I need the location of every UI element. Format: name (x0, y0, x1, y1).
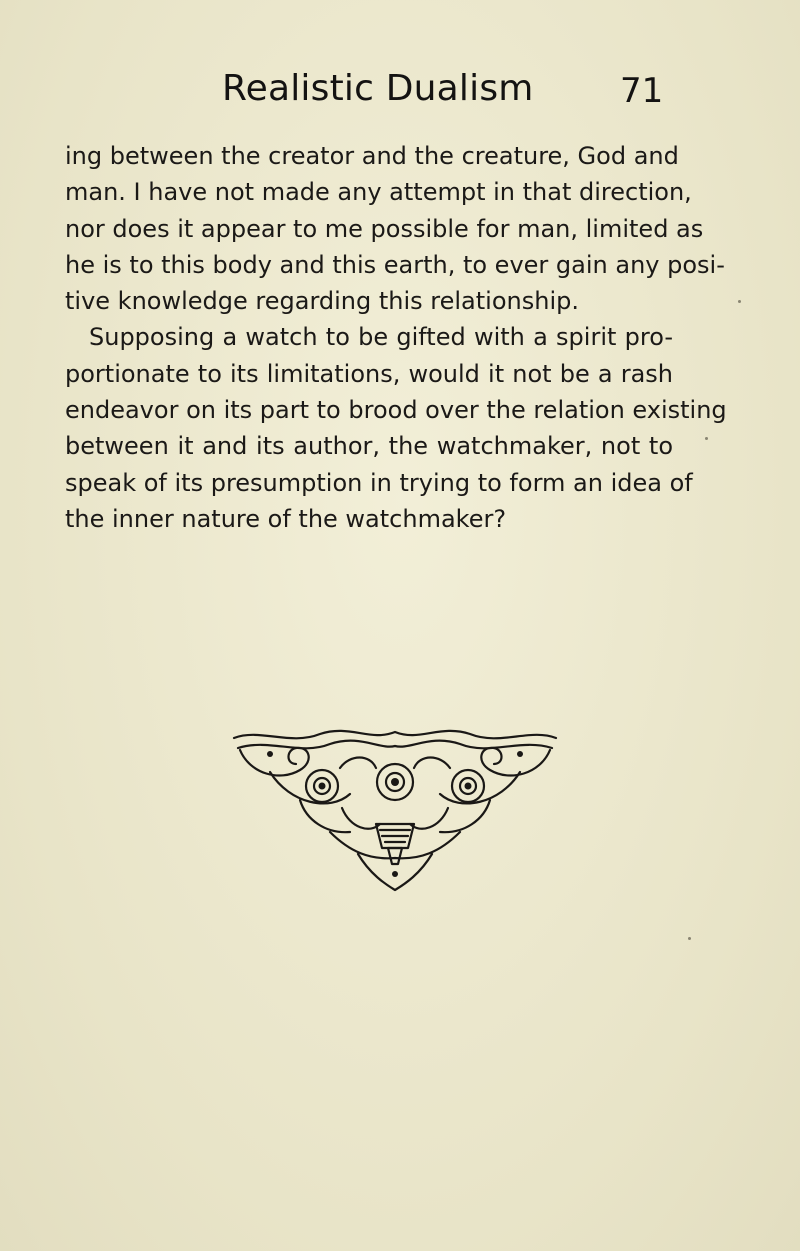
text-line: nor does it appear to me possible for man, limited as (65, 214, 704, 243)
decorative-tailpiece-icon (230, 724, 560, 894)
running-head (0, 66, 800, 118)
body-text (65, 138, 727, 537)
paragraph-first-line: Supposing a watch to be gifted with a spirit pro- (89, 323, 673, 352)
text-line: portionate to its limitations, would it not be a rash (65, 359, 673, 388)
text-line: the inner nature of the watchmaker? (65, 504, 507, 533)
text-line: speak of its presumption in trying to form an idea of (65, 468, 693, 497)
text-line: between it and its author, the watchmaker, not to (65, 432, 673, 461)
paper-speck (705, 437, 708, 440)
page-number: 71 (620, 71, 664, 111)
text-line: tive knowledge regarding this relationship. (65, 287, 579, 316)
text-line: ing between the creator and the creature, God and (65, 142, 679, 170)
page-title: Realistic Dualism (222, 68, 534, 109)
text-line: man. I have not made any attempt in that direction, (65, 178, 692, 207)
paper-speck (738, 300, 741, 303)
text-line: endeavor on its part to brood over the relation existing (65, 396, 727, 425)
text-line: he is to this body and this earth, to ever gain any posi- (65, 250, 725, 279)
paper-speck (688, 937, 691, 940)
